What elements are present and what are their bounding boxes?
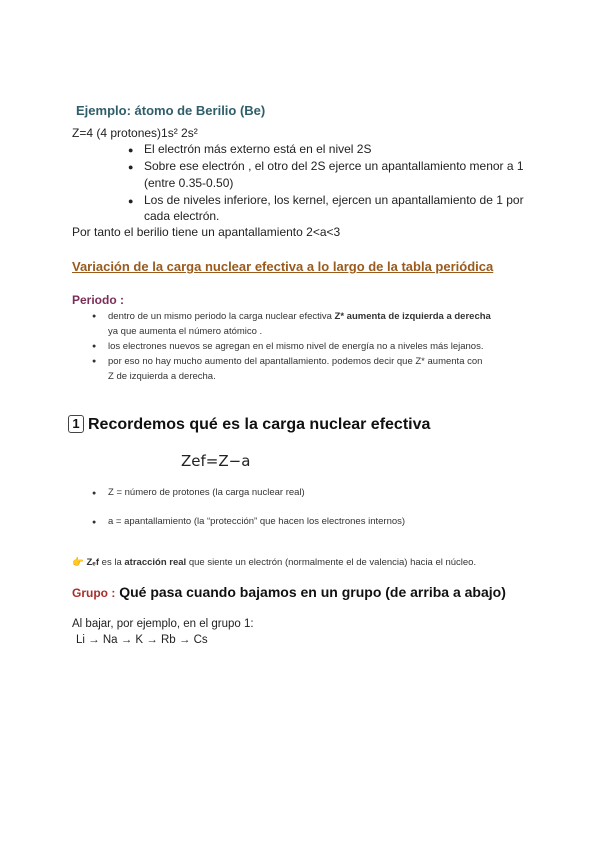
recap-heading: 1 Recordemos qué es la carga nuclear efectiva [68, 415, 430, 434]
periodo-bullet-2: los electrones nuevos se agregan en el mismo nivel de energía no a niveles más lejanos. [108, 341, 484, 352]
bullet-dot-icon: ● [92, 343, 97, 350]
periodo-bullet-1-cont: ya que aumenta el número atómico . [108, 326, 263, 337]
bullet-dot-icon: ● [128, 196, 134, 206]
example-bullet-3: Los de niveles inferiore, los kernel, ejercen un apantallamiento de 1 por [144, 193, 524, 207]
pointing-hand-icon: 👉 [72, 557, 84, 568]
example-bullet-2-cont: (entre 0.35-0.50) [144, 176, 234, 190]
periodo-bullet-3-cont: Z de izquierda a derecha. [108, 371, 216, 382]
grupo-intro: Al bajar, por ejemplo, en el grupo 1: [72, 618, 254, 630]
bullet-dot-icon: ● [128, 145, 134, 155]
recap-item-a: a = apantallamiento (la “protección” que hacen los electrones internos) [108, 516, 406, 527]
electron-config: Z=4 (4 protones)1s² 2s² [72, 126, 198, 140]
bullet-dot-icon: ● [92, 490, 97, 497]
number-one-icon: 1 [68, 415, 84, 433]
example-heading: Ejemplo: átomo de Berilio (Be) [76, 103, 266, 118]
example-bullet-2: Sobre ese electrón , el otro del 2S ejerce un apantallamiento menor a 1 [144, 159, 524, 173]
bullet-dot-icon: ● [92, 313, 97, 320]
periodo-bullet-1: dentro de un mismo periodo la carga nuclear efectiva Z* aumenta de izquierda a derecha [108, 311, 491, 322]
example-conclusion: Por tanto el berilio tiene un apantallamiento 2<a<3 [72, 225, 341, 239]
periodo-heading: Periodo : [72, 293, 125, 307]
zef-note: 👉 Zₑf es la atracción real que siente un electrón (normalmente el de valencia) hacia el núcleo. [72, 557, 477, 568]
zef-formula: Zef=Z−a [181, 452, 251, 470]
bullet-dot-icon: ● [128, 162, 134, 172]
variation-heading: Variación de la carga nuclear efectiva a lo largo de la tabla periódica [72, 259, 494, 274]
bullet-dot-icon: ● [92, 519, 97, 526]
example-bullet-1: El electrón más externo está en el nivel 2S [144, 142, 372, 156]
grupo-heading: Grupo : Qué pasa cuando bajamos en un grupo (de arriba a abajo) [72, 584, 506, 600]
example-bullet-3-cont: cada electrón. [144, 209, 220, 223]
bullet-dot-icon: ● [92, 358, 97, 365]
recap-item-z: Z = número de protones (la carga nuclear real) [108, 487, 305, 498]
periodo-bullet-3: por eso no hay mucho aumento del apantallamiento. podemos decir que Z* aumenta con [108, 356, 483, 367]
grupo-sequence: Li → Na → K → Rb → Cs [76, 634, 208, 646]
